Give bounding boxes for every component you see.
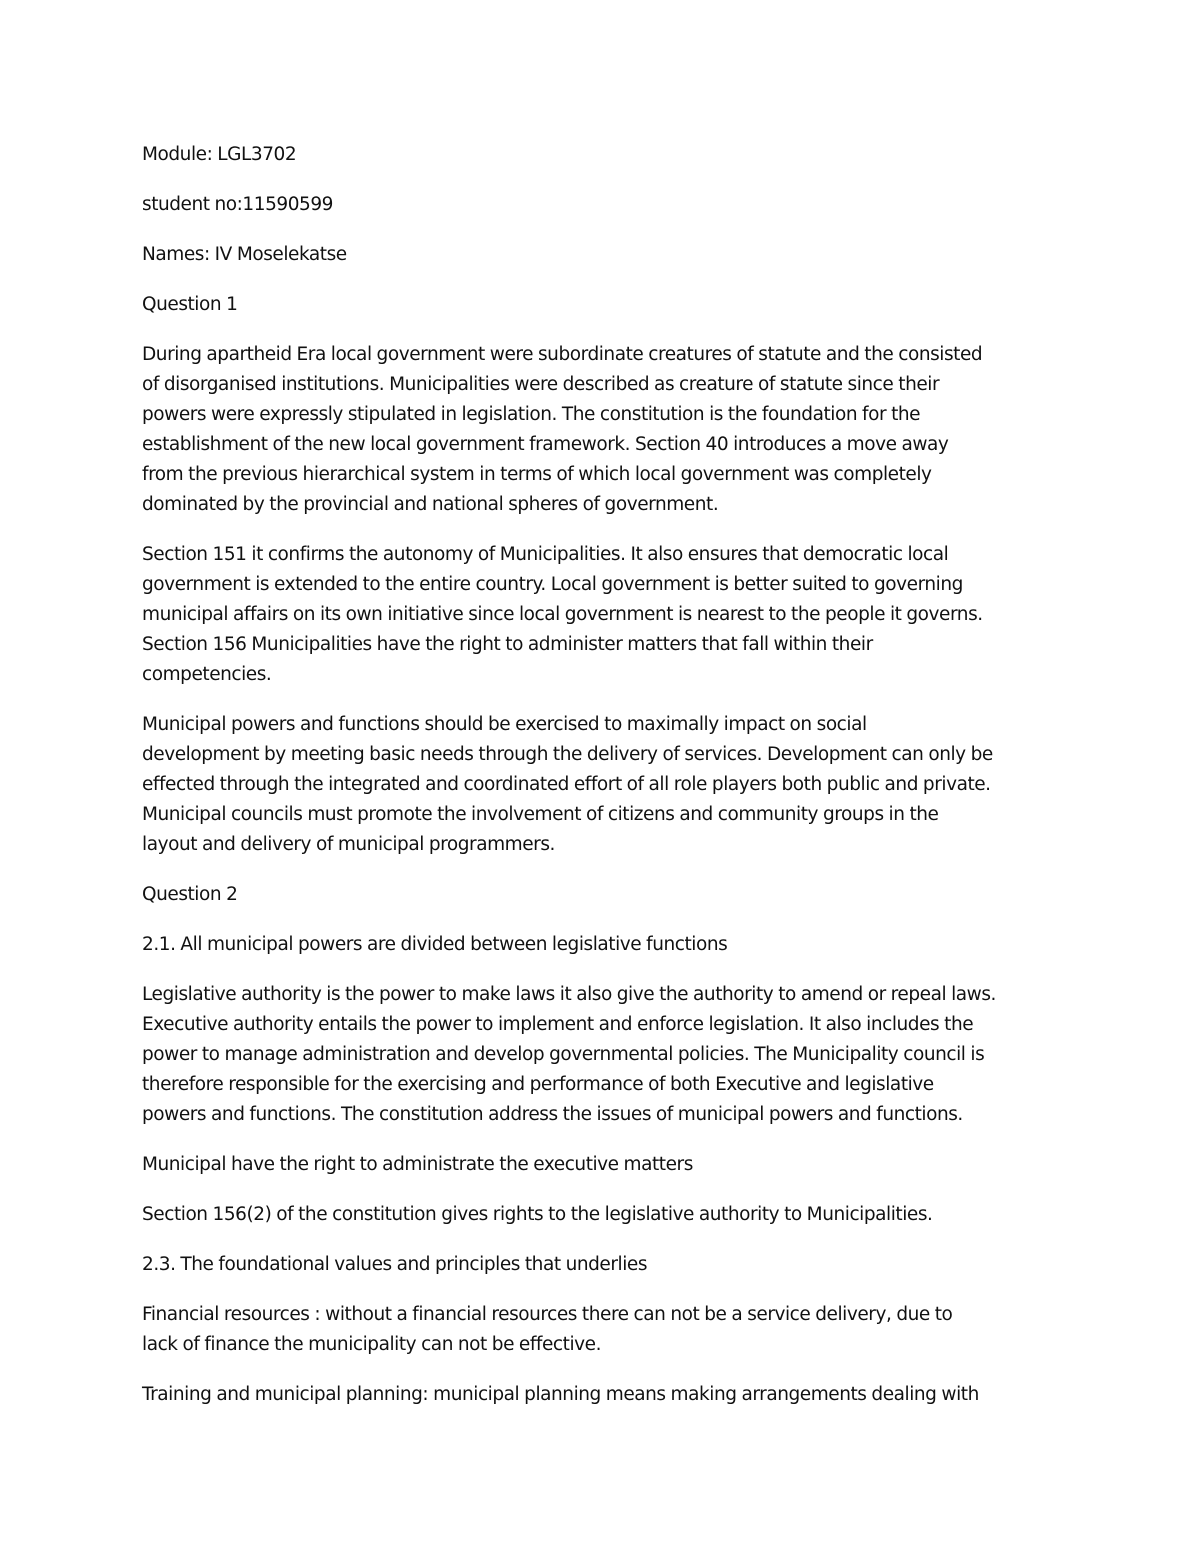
q2-paragraph-1 xyxy=(142,980,1062,1130)
question-2-heading-text: Question 2 xyxy=(142,884,238,905)
paragraph-line: therefore responsible for the exercising and performance of both Executive and legislative xyxy=(142,1074,934,1095)
section-2-1-heading-text: 2.1. All municipal powers are divided between legislative functions xyxy=(142,934,728,955)
paragraph-line: Section 156(2) of the constitution gives rights to the legislative authority to Municipalities. xyxy=(142,1204,933,1225)
student-number-line xyxy=(142,190,1062,220)
q2-paragraph-4 xyxy=(142,1300,1062,1360)
paragraph-line: competencies. xyxy=(142,664,272,685)
paragraph-line: Financial resources : without a financial resources there can not be a service delivery, due to xyxy=(142,1304,953,1325)
paragraph-line: Municipal councils must promote the involvement of citizens and community groups in the xyxy=(142,804,939,825)
paragraph-line: government is extended to the entire country. Local government is better suited to governing xyxy=(142,574,963,595)
q2-paragraph-3 xyxy=(142,1200,1062,1230)
paragraph-line: development by meeting basic needs through the delivery of services. Development can only be xyxy=(142,744,993,765)
section-2-1-heading xyxy=(142,930,1062,960)
paragraph-line: Section 156 Municipalities have the right to administer matters that fall within their xyxy=(142,634,873,655)
paragraph-line: Executive authority entails the power to implement and enforce legislation. It also includes the xyxy=(142,1014,974,1035)
names-line xyxy=(142,240,1062,270)
question-1-heading-text: Question 1 xyxy=(142,294,238,315)
paragraph-line: Municipal powers and functions should be exercised to maximally impact on social xyxy=(142,714,867,735)
module-text: Module: LGL3702 xyxy=(142,144,297,165)
paragraph-line: Section 151 it confirms the autonomy of Municipalities. It also ensures that democratic local xyxy=(142,544,949,565)
paragraph-line: powers and functions. The constitution address the issues of municipal powers and functions. xyxy=(142,1104,963,1125)
paragraph-line: from the previous hierarchical system in terms of which local government was completely xyxy=(142,464,932,485)
paragraph-line: lack of finance the municipality can not be effective. xyxy=(142,1334,601,1355)
paragraph-line: Municipal have the right to administrate the executive matters xyxy=(142,1154,693,1175)
paragraph-line: establishment of the new local government framework. Section 40 introduces a move away xyxy=(142,434,949,455)
q1-paragraph-3 xyxy=(142,710,1062,860)
question-2-heading xyxy=(142,880,1062,910)
paragraph-line: dominated by the provincial and national spheres of government. xyxy=(142,494,719,515)
section-2-3-heading-text: 2.3. The foundational values and principles that underlies xyxy=(142,1254,648,1275)
question-1-heading xyxy=(142,290,1062,320)
q2-paragraph-2 xyxy=(142,1150,1062,1180)
module-line xyxy=(142,140,1062,170)
paragraph-line: effected through the integrated and coordinated effort of all role players both public and private. xyxy=(142,774,991,795)
paragraph-line: Legislative authority is the power to make laws it also give the authority to amend or repeal laws. xyxy=(142,984,996,1005)
paragraph-line: powers were expressly stipulated in legislation. The constitution is the foundation for the xyxy=(142,404,921,425)
paragraph-line: Training and municipal planning: municipal planning means making arrangements dealing with xyxy=(142,1384,979,1405)
q1-paragraph-1 xyxy=(142,340,1062,520)
paragraph-line: of disorganised institutions. Municipalities were described as creature of statute since their xyxy=(142,374,940,395)
q2-paragraph-5 xyxy=(142,1380,1062,1410)
paragraph-line: layout and delivery of municipal programmers. xyxy=(142,834,555,855)
q1-paragraph-2 xyxy=(142,540,1062,690)
names-text: Names: IV Moselekatse xyxy=(142,244,347,265)
paragraph-line: power to manage administration and develop governmental policies. The Municipality council is xyxy=(142,1044,985,1065)
document-body xyxy=(142,140,1062,1430)
paragraph-line: During apartheid Era local government were subordinate creatures of statute and the consisted xyxy=(142,344,983,365)
student-number-text: student no:11590599 xyxy=(142,194,333,215)
paragraph-line: municipal affairs on its own initiative since local government is nearest to the people it governs. xyxy=(142,604,983,625)
section-2-3-heading xyxy=(142,1250,1062,1280)
